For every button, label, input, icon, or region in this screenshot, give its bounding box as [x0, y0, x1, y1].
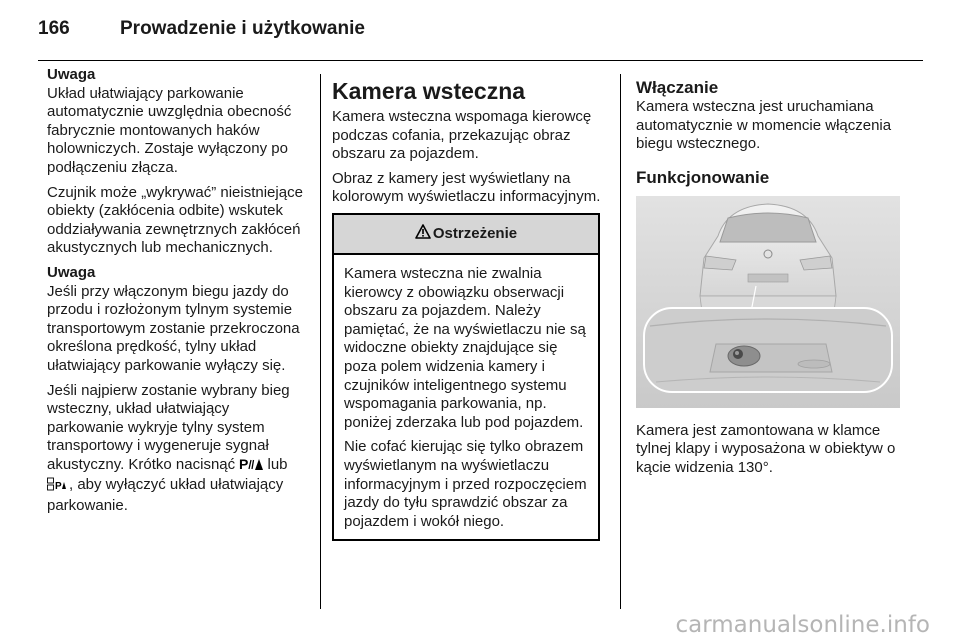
paragraph-camera-intro: Kamera wsteczna wspomaga kierowcę podczas cofania, przekazując obraz obszaru za pojazdem.	[332, 108, 592, 163]
park-assist-small-icon	[47, 477, 69, 497]
section-title-rear-camera: Kamera wsteczna	[332, 78, 526, 104]
paragraph-enable: Kamera wsteczna jest uruchamiana automatycznie w momencie włączenia biegu wstecznego.	[636, 98, 892, 153]
rear-camera-illustration	[636, 196, 900, 408]
header-divider	[38, 60, 923, 61]
paragraph-reverse-pre: Jeśli najpierw zostanie wybrany bieg wsteczny, układ ułatwiający parkowanie wykryje tylny system transportowy i wygeneruje sygnał akustyczny. Krótko nacisnąć	[47, 381, 290, 473]
warning-box	[332, 213, 600, 541]
park-assist-icon	[239, 457, 263, 477]
warning-header	[334, 215, 598, 255]
paragraph-reverse-mid: lub	[267, 455, 288, 473]
section-title-enable: Włączanie	[636, 78, 719, 97]
warning-body	[334, 255, 598, 539]
svg-text:P: P	[55, 481, 62, 492]
column-divider-2	[620, 74, 621, 609]
warning-triangle-icon	[415, 224, 431, 245]
warning-text-1: Kamera wsteczna nie zwalnia kierowcy z obowiązku obserwacji obszaru za pojazdem. Należy pamiętać, że na wyświetlaczu nie są widoczne obiekty znajdujące się poza polem widzenia kamery i czujników inteligentnego systemu wspomagania parkowania, np. poniżej zderzaka lub pod pojazdem.	[344, 264, 586, 431]
section-title-function: Funkcjonowanie	[636, 167, 770, 187]
page-number: 166	[38, 18, 70, 39]
warning-title: Ostrzeżenie	[432, 224, 518, 242]
warning-text-2: Nie cofać kierując się tylko obrazem wyświetlanym na wyświetlaczu informacyjnym i przed rozpoczęciem jazdy do tyłu sprawdzić obszar za pojazdem i wokół niego.	[344, 438, 587, 530]
column-3	[636, 66, 911, 484]
column-divider-1	[320, 74, 321, 609]
paragraph-reverse-post: , aby wyłączyć układ ułatwiający parkowanie.	[47, 476, 284, 515]
page-title: Prowadzenie i użytkowanie	[120, 18, 365, 39]
note-heading-2: Uwaga	[47, 263, 96, 281]
paragraph-reverse	[47, 382, 309, 516]
paragraph-sensor: Czujnik może „wykrywać” nieistniejące obiekty (zakłócenia odbite) wskutek oddziaływania zewnętrznych zakłóceń akustycznych lub mechanicznych.	[47, 183, 303, 257]
page-header	[38, 18, 923, 52]
paragraph-function: Kamera jest zamontowana w klamce tylnej klapy i wyposażona w obiektyw o kącie widzenia 130°.	[636, 421, 896, 476]
column-1	[47, 66, 309, 522]
paragraph-camera-display: Obraz z kamery jest wyświetlany na kolorowym wyświetlaczu informacyjnym.	[332, 169, 601, 206]
watermark: carmanualsonline.info	[675, 612, 930, 638]
note-heading-1: Uwaga	[47, 66, 96, 83]
svg-text:P: P	[239, 456, 249, 471]
note-text-1: Układ ułatwiający parkowanie automatycznie uwzględnia obecność fabrycznie montowanych haków holowniczych. Zostaje wyłączony po podłączeniu złącza.	[47, 84, 292, 176]
column-2	[332, 66, 604, 541]
note-text-2: Jeśli przy włączonym biegu jazdy do przodu i rozłożonym tylnym systemie transportowym zostanie przekroczona określona prędkość, tylny układ ułatwiający parkowanie wyłączy się.	[47, 282, 300, 374]
